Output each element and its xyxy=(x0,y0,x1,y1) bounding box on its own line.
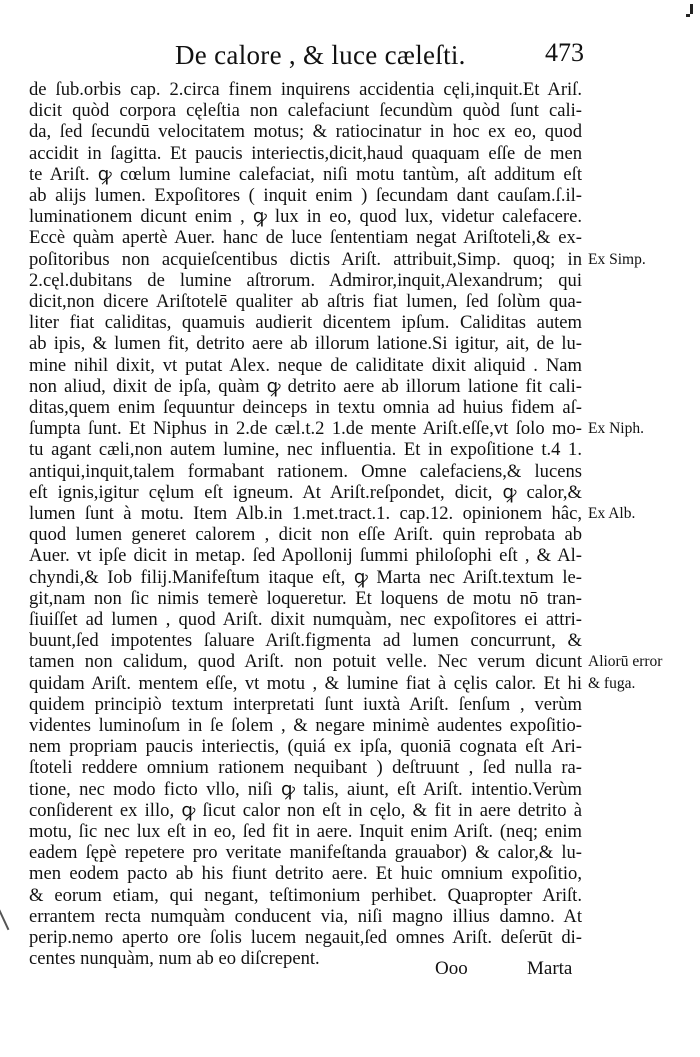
text-line: Auer. vt ipſe dicit in metap. ſed Apollonij ſummi philoſophi eſt , & Al- xyxy=(29,545,582,567)
text-line: accidit in ſagitta. Et paucis interiectis,dicit,haud quaquam eſſe de men xyxy=(29,142,582,164)
text-line: eſt ignis,igitur cęlum eſt igneum. At Ariſt.reſpondet, dicit, ꝙ calor,& xyxy=(29,481,582,503)
text-line: dicit,non dicere Ariſtotelē qualiter ab aſtris fiat lumen, ſed ſolùm qua- xyxy=(29,291,582,312)
margin-note: Ex Niph. xyxy=(588,420,644,438)
text-line: mine nihil dixit, vt putat Alex. neque de caliditate dixit aliquid . Nam xyxy=(29,354,582,376)
catchword: Marta xyxy=(527,958,573,979)
edge-mark xyxy=(690,4,693,14)
margin-note: & fuga. xyxy=(588,674,636,692)
text-line: nem propriam paucis interiectis, (quiá ex ipſa, quoniā cognata eſt Ari- xyxy=(29,736,582,758)
text-line: videntes luminoſum in ſe ſolem , & negare minimè audentes expoſitio- xyxy=(29,715,582,736)
running-title: De calore , & luce cæleſti. xyxy=(175,40,466,70)
text-line: da, ſed ſecundū velocitatem motus; & ratiocinatur in hoc ex eo, quod xyxy=(29,121,582,143)
text-line: tu agant cæli,non autem lumine, nec influentia. Et in expoſitione t.4 1. xyxy=(29,439,582,461)
text-line: dicit quòd corpora cęleſtia non calefaciunt ſecundùm quòd ſunt cali- xyxy=(29,100,582,122)
text-line: antiqui,inquit,talem formabant rationem. Omne calefaciens,& lucens xyxy=(29,460,582,482)
text-line: Eccè quàm apertè Auer. hanc de luce ſententiam negat Ariſtoteli,& ex- xyxy=(29,227,582,249)
text-line: de ſub.orbis cap. 2.circa finem inquirens accidentia cęli,inquit.Et Ariſ. xyxy=(29,79,582,100)
text-line: perip.nemo aperto ore ſolis lucem negauit,ſed omnes Ariſt. deſerūt di- xyxy=(29,927,582,948)
signature-mark: Ooo xyxy=(435,958,468,979)
text-line: non aliud, dixit de ipſa, quàm ꝙ detrito aere ab illorum latione fit cali- xyxy=(29,375,582,397)
text-line: lumen ſunt à motu. Item Alb.in 1.met.tract.1. cap.12. opinionem hâc, xyxy=(29,503,582,524)
text-line: tamen non calidum, quod Ariſt. non potuit velle. Nec verum dicunt xyxy=(29,651,582,673)
text-line: eadem ſępè repetere pro veritate manifeſtanda grauabor) & calor,& lu- xyxy=(29,842,582,864)
margin-note: Ex Alb. xyxy=(588,505,636,522)
text-line: chyndi,& Iob filij.Manifeſtum itaque eſt, ꝙ Marta nec Ariſt.textum le- xyxy=(29,566,582,588)
text-line: quidam Ariſt. mentem eſſe, vt motu , & lumine fiat à cęlis calor. Et hi xyxy=(29,672,582,694)
text-line: ab ipis, & lumen fit, detrito aere ab illorum latione.Si igitur, ait, de lu- xyxy=(29,333,582,355)
text-line: ſtoteli reddere omnium rationem nequibant ) deſtruunt , ſed nulla ra- xyxy=(29,757,582,779)
text-line: quidem principiò textum interpretati ſunt iuxtà Ariſt. ſenſum , verùm xyxy=(29,693,582,715)
text-line: errantem recta numquàm conducent via, niſi magno illius damno. At xyxy=(29,905,582,927)
text-line: git,nam non ſic nimis temerè loqueretur. Et loquens de motu nō tran- xyxy=(29,587,582,609)
text-line: motu, ſic nec lux eſt in eo, ſed fit in aere. Inquit enim Ariſt. (neq; enim xyxy=(29,821,582,842)
text-line: 2.cęl.dubitans de lumine aſtrorum. Admiror,inquit,Alexandrum; qui xyxy=(29,269,582,291)
text-line: & eorum etiam, qui negant, teſtimonium perhibet. Quapropter Ariſt. xyxy=(29,884,582,906)
text-line: conſiderent ex illo, ꝙ ſicut calor non eſt in cęlo, & fit in aere detrito à xyxy=(29,799,582,821)
text-line: centes nunquàm, num ab eo diſcrepent. xyxy=(29,948,320,970)
margin-note: Aliorū error xyxy=(588,653,663,671)
edge-mark xyxy=(0,906,9,930)
text-line: tione, nec modo ficto vllo, niſi ꝙ talis, aiunt, eſt Ariſt. intentio.Verùm xyxy=(29,778,582,800)
page-number: 473 xyxy=(545,38,584,67)
text-line: ditas,quem enim ſequuntur deinceps in textu omnia ad huius fidem aſ- xyxy=(29,397,582,418)
text-line: men eodem pacto ab his fiunt detrito aere. Et huic omnium expoſitio, xyxy=(29,863,582,885)
text-line: ſiuiſſet ad lumen , quod Ariſt. dixit numquàm, nec expoſitores ei attri- xyxy=(29,609,582,630)
text-line: ab alijs lumen. Expoſitores ( inquit enim ) ſecundam dant cauſam.ſ.il- xyxy=(29,185,582,206)
text-line: buunt,ſed impotentes ſaluare Ariſt.figmenta ad lumen concurrunt, & xyxy=(29,630,582,652)
text-line: luminationem dicunt enim , ꝙ lux in eo, quod lux, videtur calefacere. xyxy=(29,206,582,228)
text-line: ſumpta ſunt. Et Niphus in 2.de cæl.t.2 1.de mente Ariſt.eſſe,vt ſolo mo- xyxy=(29,418,582,440)
text-line: te Ariſt. ꝙ cœlum lumine calefaciat, niſi motu tantùm, aſt additum eſt xyxy=(29,163,582,185)
text-line: poſitoribus non acquieſcentibus dictis Ariſt. attribuit,Simp. quoq; in xyxy=(29,248,582,270)
margin-note: Ex Simp. xyxy=(588,250,646,268)
text-line: quod lumen generet calorem , dicit non eſſe Ariſt. quin reprobata ab xyxy=(29,524,582,546)
text-line: liter fiat caliditas, quamuis audierit dicentem ipſum. Caliditas autem xyxy=(29,312,582,334)
edge-mark xyxy=(686,14,690,17)
